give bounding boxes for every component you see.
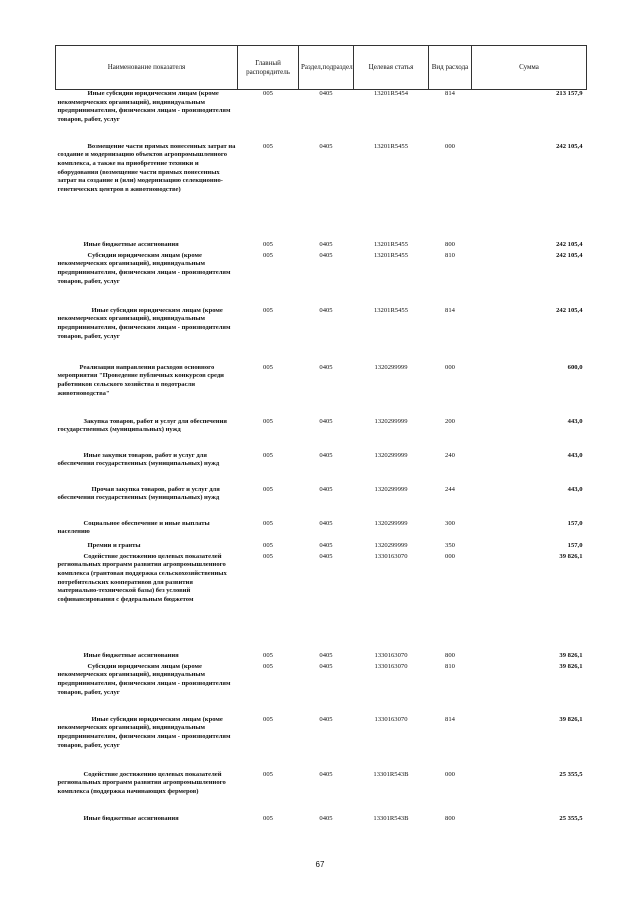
row-section: 0405 bbox=[319, 251, 333, 259]
row-type: 810 bbox=[445, 251, 455, 259]
row-sum: 443,0 bbox=[567, 417, 583, 425]
row-admin: 005 bbox=[263, 662, 273, 670]
row-article: 13301R543B bbox=[373, 814, 409, 822]
row-name: Прочая закупка товаров, работ и услуг для обеспечения государственных (муниципальных) нужд bbox=[57, 485, 220, 502]
row-type: 300 bbox=[445, 519, 455, 527]
row-article: 1320299999 bbox=[374, 541, 408, 549]
row-sum: 242 105,4 bbox=[556, 306, 583, 314]
row-article: 1330163070 bbox=[374, 651, 408, 659]
row-article: 1320299999 bbox=[374, 519, 408, 527]
table-header-row bbox=[56, 46, 587, 90]
row-sum: 600,0 bbox=[567, 363, 583, 371]
row-name: Иные субсидии юридическим лицам (кроме некоммерческих организаций), индивидуальным предпринимателям, физическим лицам - производителям товаров, работ, услуг bbox=[57, 306, 231, 340]
row-type: 000 bbox=[445, 552, 455, 560]
row-admin: 005 bbox=[263, 240, 273, 248]
row-section: 0405 bbox=[319, 90, 333, 97]
row-name: Реализация направления расходов основного мероприятия "Проведение публичных конкурсов среди работников сельского хозяйства в подотрасли животноводства" bbox=[57, 363, 224, 397]
row-admin: 005 bbox=[263, 142, 273, 150]
row-sum: 242 105,4 bbox=[556, 240, 583, 248]
table-row bbox=[56, 663, 587, 716]
row-section: 0405 bbox=[319, 770, 333, 778]
row-section: 0405 bbox=[319, 651, 333, 659]
row-admin: 005 bbox=[263, 251, 273, 259]
row-article: 13201R5455 bbox=[373, 306, 409, 314]
row-admin: 005 bbox=[263, 417, 273, 425]
row-type: 810 bbox=[445, 662, 455, 670]
row-article: 13301R543B bbox=[373, 770, 409, 778]
row-section: 0405 bbox=[319, 417, 333, 425]
row-article: 1330163070 bbox=[374, 552, 408, 560]
table-row bbox=[56, 716, 587, 771]
row-admin: 005 bbox=[263, 90, 273, 97]
row-name: Иные бюджетные ассигнования bbox=[83, 814, 179, 822]
row-type: 244 bbox=[445, 485, 455, 493]
row-admin: 005 bbox=[263, 715, 273, 723]
row-section: 0405 bbox=[319, 715, 333, 723]
row-admin: 005 bbox=[263, 541, 273, 549]
row-sum: 242 105,4 bbox=[556, 142, 583, 150]
row-article: 1320299999 bbox=[374, 363, 408, 371]
row-article: 1330163070 bbox=[374, 715, 408, 723]
row-admin: 005 bbox=[263, 519, 273, 527]
row-sum: 25 355,5 bbox=[559, 770, 583, 778]
row-admin: 005 bbox=[263, 485, 273, 493]
table-row bbox=[56, 815, 587, 826]
row-admin: 005 bbox=[263, 451, 273, 459]
row-admin: 005 bbox=[263, 552, 273, 560]
row-type: 814 bbox=[445, 715, 455, 723]
table-row bbox=[56, 771, 587, 815]
row-section: 0405 bbox=[319, 306, 333, 314]
row-article: 13201R5454 bbox=[373, 90, 409, 97]
table-row bbox=[56, 90, 587, 143]
page-number: 67 bbox=[315, 860, 325, 869]
budget-table-container bbox=[55, 45, 586, 826]
row-section: 0405 bbox=[319, 240, 333, 248]
row-name: Иные закупки товаров, работ и услуг для обеспечения государственных (муниципальных) нужд bbox=[57, 451, 220, 468]
row-section: 0405 bbox=[319, 485, 333, 493]
row-admin: 005 bbox=[263, 770, 273, 778]
row-sum: 157,0 bbox=[567, 519, 583, 527]
row-section: 0405 bbox=[319, 662, 333, 670]
row-type: 350 bbox=[445, 541, 455, 549]
row-name: Премии и гранты bbox=[87, 541, 141, 549]
row-admin: 005 bbox=[263, 651, 273, 659]
table-row bbox=[56, 252, 587, 307]
row-article: 1320299999 bbox=[374, 485, 408, 493]
row-type: 800 bbox=[445, 240, 455, 248]
row-sum: 25 355,5 bbox=[559, 814, 583, 822]
row-section: 0405 bbox=[319, 142, 333, 150]
row-section: 0405 bbox=[319, 814, 333, 822]
row-type: 000 bbox=[445, 142, 455, 150]
row-name: Содействие достижению целевых показателей региональных программ развития агропромышленного комплекса (поддержка начинающих фермеров) bbox=[57, 770, 226, 795]
row-sum: 157,0 bbox=[567, 541, 583, 549]
table-row bbox=[56, 241, 587, 252]
row-section: 0405 bbox=[319, 552, 333, 560]
table-row bbox=[56, 418, 587, 452]
table-row bbox=[56, 452, 587, 486]
table-row bbox=[56, 652, 587, 663]
row-article: 1330163070 bbox=[374, 662, 408, 670]
row-name: Возмещение части прямых понесенных затрат на создание и модернизацию объектов агропромышленного комплекса, а также на приобретение техники и оборудования (возмещение части прямых понесенных затрат на создание и (или) модернизацию селекционно-генетических центров в животноводстве) bbox=[57, 142, 236, 194]
row-article: 13201R5455 bbox=[373, 142, 409, 150]
budget-table bbox=[55, 45, 587, 826]
table-row bbox=[56, 364, 587, 418]
row-article: 1320299999 bbox=[374, 417, 408, 425]
row-name: Иные бюджетные ассигнования bbox=[83, 651, 179, 659]
row-admin: 005 bbox=[263, 814, 273, 822]
table-row bbox=[56, 486, 587, 520]
row-type: 814 bbox=[445, 306, 455, 314]
row-name: Иные субсидии юридическим лицам (кроме некоммерческих организаций), индивидуальным предпринимателям, физическим лицам - производителям товаров, работ, услуг bbox=[57, 90, 231, 124]
row-sum: 39 826,1 bbox=[559, 552, 583, 560]
row-name: Иные субсидии юридическим лицам (кроме некоммерческих организаций), индивидуальным предпринимателям, физическим лицам - производителям товаров, работ, услуг bbox=[57, 715, 231, 749]
row-type: 800 bbox=[445, 651, 455, 659]
row-name: Закупка товаров, работ и услуг для обеспечения государственных (муниципальных) нужд bbox=[57, 417, 227, 434]
row-section: 0405 bbox=[319, 541, 333, 549]
row-name: Субсидии юридическим лицам (кроме некоммерческих организаций), индивидуальным предпринимателям, физическим лицам - производителям товаров, работ, услуг bbox=[57, 251, 231, 285]
row-type: 200 bbox=[445, 417, 455, 425]
row-section: 0405 bbox=[319, 363, 333, 371]
row-name: Субсидии юридическим лицам (кроме некоммерческих организаций), индивидуальным предпринимателям, физическим лицам - производителям товаров, работ, услуг bbox=[57, 662, 231, 696]
row-type: 800 bbox=[445, 814, 455, 822]
table-body bbox=[56, 90, 587, 826]
row-name: Социальное обеспечение и иные выплаты населению bbox=[57, 519, 210, 536]
row-article: 1320299999 bbox=[374, 451, 408, 459]
header-admin: Главный распорядитель bbox=[238, 46, 299, 90]
row-sum: 213 157,9 bbox=[556, 90, 583, 97]
row-sum: 39 826,1 bbox=[559, 662, 583, 670]
row-name: Содействие достижению целевых показателей региональных программ развития агропромышленного комплекса (грантовая поддержка сельскохозяйственных потребительских кооперативов для развития материально-технической базы) без условий софинансирования с федеральным бюджетом bbox=[57, 552, 227, 604]
header-article: Целевая статья bbox=[354, 46, 429, 90]
header-type: Вид расхода bbox=[429, 46, 472, 90]
header-sum: Сумма bbox=[472, 46, 587, 90]
table-row bbox=[56, 542, 587, 553]
row-sum: 242 105,4 bbox=[556, 251, 583, 259]
row-type: 000 bbox=[445, 770, 455, 778]
row-name: Иные бюджетные ассигнования bbox=[83, 240, 179, 248]
table-row bbox=[56, 307, 587, 364]
row-type: 000 bbox=[445, 363, 455, 371]
table-row bbox=[56, 553, 587, 652]
row-sum: 39 826,1 bbox=[559, 715, 583, 723]
row-admin: 005 bbox=[263, 306, 273, 314]
header-section: Раздел,подраздел bbox=[299, 46, 354, 90]
row-type: 240 bbox=[445, 451, 455, 459]
row-type: 814 bbox=[445, 90, 455, 97]
table-row bbox=[56, 520, 587, 542]
row-section: 0405 bbox=[319, 451, 333, 459]
row-sum: 443,0 bbox=[567, 451, 583, 459]
table-row bbox=[56, 143, 587, 241]
row-section: 0405 bbox=[319, 519, 333, 527]
row-admin: 005 bbox=[263, 363, 273, 371]
header-name: Наименование показателя bbox=[56, 46, 238, 90]
row-sum: 443,0 bbox=[567, 485, 583, 493]
row-article: 13201R5455 bbox=[373, 240, 409, 248]
row-article: 13201R5455 bbox=[373, 251, 409, 259]
row-sum: 39 826,1 bbox=[559, 651, 583, 659]
